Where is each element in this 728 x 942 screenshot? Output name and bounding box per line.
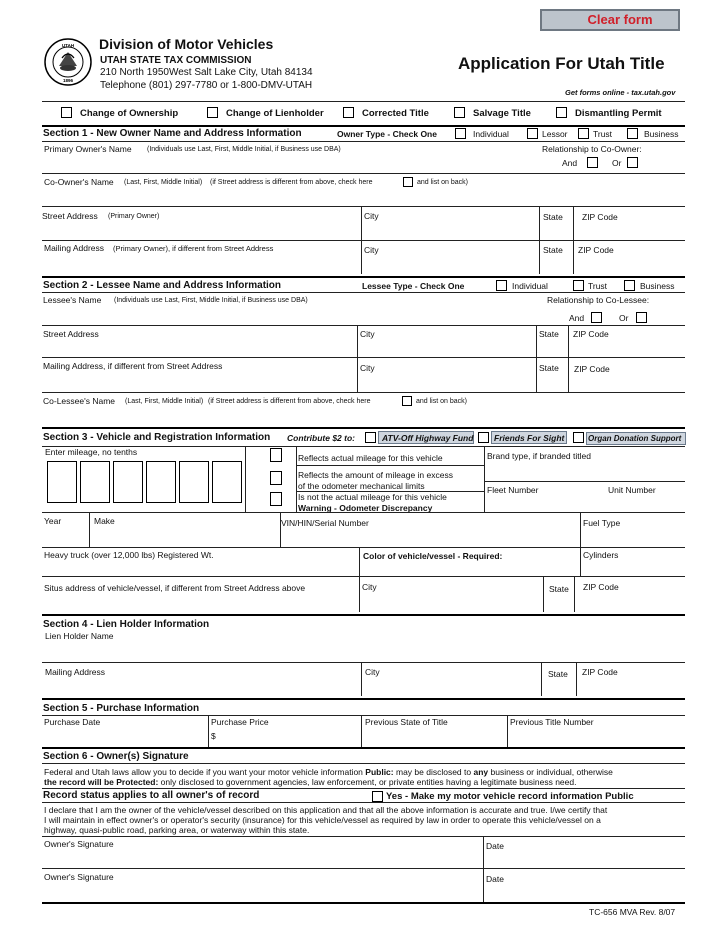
lessee-mailing-state-label: State (539, 363, 559, 373)
disclosure-protected: the record will be Protected: (44, 777, 159, 787)
disclosure-text-c: may be disclosed to (393, 767, 474, 777)
co-owner-name-note: (Last, First, Middle Initial) (124, 179, 203, 186)
lien-holder-name-label: Lien Holder Name (45, 631, 114, 641)
exceeds-limits-line2: of the odometer mechanical limits (298, 481, 425, 491)
owner-individual-label: Individual (473, 129, 509, 139)
salvage-title-checkbox[interactable] (454, 107, 465, 118)
disclosure-any: any (473, 767, 489, 777)
lessee-street-state-label: State (539, 329, 559, 339)
mileage-label: Enter mileage, no tenths (45, 447, 138, 457)
lessee-mailing-label: Mailing Address, if different from Street Address (43, 361, 223, 371)
lessee-street-city-label: City (360, 329, 375, 339)
change-of-lienholder-checkbox[interactable] (207, 107, 218, 118)
situs-zip-label: ZIP Code (583, 582, 619, 592)
dismantling-permit-label: Dismantling Permit (575, 108, 662, 119)
lessee-type-label: Lessee Type - Check One (362, 281, 465, 291)
owner-trust-checkbox[interactable] (578, 128, 589, 139)
organ-donation-checkbox[interactable] (573, 432, 584, 443)
exceeds-limits-checkbox[interactable] (270, 471, 282, 485)
co-owner-or-checkbox[interactable] (627, 157, 638, 168)
lessee-individual-checkbox[interactable] (496, 280, 507, 291)
lessee-street-zip-label: ZIP Code (573, 329, 609, 339)
color-required-label: Color of vehicle/vessel - Required: (363, 551, 503, 561)
year-label: Year (44, 516, 62, 526)
co-lessee-or-checkbox[interactable] (636, 312, 647, 323)
relationship-co-lessee-label: Relationship to Co-Lessee: (547, 295, 650, 305)
declaration-line2: I will maintain in effect owner's or operator's security (insurance) for this vehicle/vessel as required by law in order to operate this vehicle/vessel on a (44, 815, 601, 825)
lessee-name-label: Lessee's Name (43, 295, 102, 305)
section-1-title: Section 1 - New Owner Name and Address Information (43, 128, 302, 139)
previous-state-label: Previous State of Title (365, 717, 448, 727)
owner-signature-1-label: Owner's Signature (44, 839, 114, 849)
change-of-lienholder-label: Change of Lienholder (226, 108, 324, 119)
relationship-co-owner-label: Relationship to Co-Owner: (542, 144, 642, 154)
cylinders-label: Cylinders (583, 550, 619, 560)
co-lessee-and-checkbox[interactable] (591, 312, 602, 323)
street-zip-label: ZIP Code (582, 212, 618, 222)
odometer-warning: Warning - Odometer Discrepancy (298, 503, 433, 513)
co-owner-street-note: (if Street address is different from above, check here (210, 179, 373, 186)
organ-donation-label: Organ Donation Support (588, 434, 682, 443)
section-5-title: Section 5 - Purchase Information (43, 703, 200, 714)
owner-lessor-label: Lessor (542, 129, 568, 139)
street-address-note: (Primary Owner) (108, 213, 160, 220)
contribute-label: Contribute $2 to: (287, 433, 355, 443)
public-record-checkbox[interactable] (372, 791, 383, 802)
signature-2-date-label: Date (486, 874, 504, 884)
co-owner-different-address-checkbox[interactable] (403, 177, 413, 187)
disclosure-text-f: only disclosed to government agencies, law enforcement, or private entities having a legitimate business need. (158, 777, 577, 787)
commission-name: UTAH STATE TAX COMMISSION (100, 55, 252, 66)
co-lessee-list-on-back: and list on back) (416, 398, 467, 405)
friends-for-sight-checkbox[interactable] (478, 432, 489, 443)
co-lessee-street-note: (if Street address is different from above, check here (208, 398, 371, 405)
brand-type-label: Brand type, if branded titled (487, 451, 591, 461)
mailing-zip-label: ZIP Code (578, 245, 614, 255)
lien-mailing-label: Mailing Address (45, 667, 106, 677)
lessee-business-label: Business (640, 281, 675, 291)
situs-city-label: City (362, 582, 377, 592)
odometer-digit-2[interactable] (80, 461, 110, 503)
change-of-ownership-label: Change of Ownership (80, 108, 179, 119)
co-owner-or-label: Or (612, 158, 622, 168)
lessee-mailing-city-label: City (360, 363, 375, 373)
mailing-address-label: Mailing Address (44, 243, 105, 253)
co-lessee-name-label: Co-Lessee's Name (43, 396, 116, 406)
heavy-truck-label: Heavy truck (over 12,000 lbs) Registered Wt. (44, 550, 214, 560)
odometer-digit-4[interactable] (146, 461, 176, 503)
disclosure-text-e: business or individual, otherwise (488, 767, 613, 777)
owner-business-checkbox[interactable] (627, 128, 638, 139)
actual-mileage-checkbox[interactable] (270, 448, 282, 462)
disclosure-paragraph-line2 (44, 778, 576, 787)
section-6-title: Section 6 - Owner(s) Signature (43, 751, 189, 762)
agency-name: Division of Motor Vehicles (99, 36, 274, 52)
vin-label: VIN/HIN/Serial Number (281, 518, 369, 528)
disclosure-public: Public: (365, 767, 394, 777)
unit-number-label: Unit Number (608, 485, 656, 495)
mailing-state-label: State (543, 245, 563, 255)
atv-fund-label: ATV-Off Highway Fund (382, 433, 474, 443)
situs-state-label: State (549, 584, 569, 594)
public-record-label: Yes - Make my motor vehicle record information Public (386, 791, 634, 802)
fleet-number-label: Fleet Number (487, 485, 539, 495)
form-number-footer: TC-656 MVA Rev. 8/07 (589, 907, 676, 917)
lien-city-label: City (365, 667, 380, 677)
svg-text:UTAH: UTAH (61, 43, 75, 48)
change-of-ownership-checkbox[interactable] (61, 107, 72, 118)
form-title: Application For Utah Title (458, 54, 665, 73)
agency-phone: Telephone (801) 297-7780 or 1-800-DMV-UTAH (100, 80, 313, 91)
co-owner-name-label: Co-Owner's Name (44, 177, 114, 187)
co-lessee-different-address-checkbox[interactable] (402, 396, 412, 406)
record-status-label: Record status applies to all owner's of record (43, 790, 260, 801)
signature-1-date-label: Date (486, 841, 504, 851)
section-3-title: Section 3 - Vehicle and Registration Information (43, 432, 271, 443)
purchase-price-label: Purchase Price (211, 717, 269, 727)
co-lessee-name-note: (Last, First, Middle Initial) (125, 398, 204, 405)
make-label: Make (94, 516, 115, 526)
declaration-line1: I declare that I am the owner of the vehicle/vessel described on this application and that all the above information is accurate and true. I/we certify that (44, 805, 608, 815)
primary-owner-name-note: (Individuals use Last, First, Middle Initial, if Business use DBA) (147, 146, 341, 153)
online-forms-note: Get forms online - tax.utah.gov (565, 88, 676, 97)
not-actual-checkbox[interactable] (270, 492, 282, 506)
fuel-type-label: Fuel Type (583, 518, 621, 528)
svg-text:1896: 1896 (62, 78, 74, 83)
clear-form-label: Clear form (587, 12, 653, 27)
odometer-digit-5[interactable] (179, 461, 209, 503)
actual-mileage-label: Reflects actual mileage for this vehicle (298, 453, 443, 463)
lessee-business-checkbox[interactable] (624, 280, 635, 291)
owner-signature-2-label: Owner's Signature (44, 872, 114, 882)
co-lessee-or-label: Or (619, 313, 629, 323)
lessee-trust-checkbox[interactable] (573, 280, 584, 291)
co-lessee-and-label: And (569, 313, 585, 323)
agency-address: 210 North 1950West Salt Lake City, Utah 84134 (100, 67, 313, 78)
street-city-label: City (364, 211, 379, 221)
previous-title-number-label: Previous Title Number (510, 717, 594, 727)
owner-type-label: Owner Type - Check One (337, 129, 437, 139)
lessee-trust-label: Trust (588, 281, 608, 291)
salvage-title-label: Salvage Title (473, 108, 531, 119)
street-state-label: State (543, 212, 563, 222)
lessee-individual-label: Individual (512, 281, 548, 291)
section-4-title: Section 4 - Lien Holder Information (43, 619, 210, 630)
corrected-title-label: Corrected Title (362, 108, 429, 119)
lessee-street-address-label: Street Address (43, 329, 99, 339)
mailing-city-label: City (364, 245, 379, 255)
co-owner-and-checkbox[interactable] (587, 157, 598, 168)
section-2-title: Section 2 - Lessee Name and Address Information (43, 280, 282, 291)
primary-owner-name-label: Primary Owner's Name (44, 144, 132, 154)
lien-zip-label: ZIP Code (582, 667, 618, 677)
odometer-digit-3[interactable] (113, 461, 143, 503)
lien-state-label: State (548, 669, 568, 679)
not-actual-label: Is not the actual mileage for this vehicle (298, 492, 447, 502)
owner-lessor-checkbox[interactable] (527, 128, 538, 139)
owner-business-label: Business (644, 129, 679, 139)
co-owner-list-on-back: and list on back) (417, 179, 468, 186)
exceeds-limits-line1: Reflects the amount of mileage in excess (298, 470, 453, 480)
purchase-price-dollar: $ (211, 731, 216, 741)
mailing-address-note: (Primary Owner), if different from Street Address (113, 244, 274, 253)
corrected-title-checkbox[interactable] (343, 107, 354, 118)
owner-individual-checkbox[interactable] (455, 128, 466, 139)
declaration-line3: highway, quasi-public road, parking area, or waterway within this state. (44, 825, 310, 835)
state-seal-logo (44, 38, 92, 86)
odometer-digit-1[interactable] (47, 461, 77, 503)
odometer-digit-6[interactable] (212, 461, 242, 503)
situs-address-label: Situs address of vehicle/vessel, if different from Street Address above (44, 583, 306, 593)
lessee-name-note: (Individuals use Last, First, Middle Initial, if Business use DBA) (114, 297, 308, 304)
co-owner-and-label: And (562, 158, 578, 168)
purchase-date-label: Purchase Date (44, 717, 101, 727)
lessee-mailing-zip-label: ZIP Code (574, 364, 610, 374)
dismantling-permit-checkbox[interactable] (556, 107, 567, 118)
atv-fund-checkbox[interactable] (365, 432, 376, 443)
disclosure-text-a: Federal and Utah laws allow you to decide if you want your motor vehicle information (44, 767, 366, 777)
owner-trust-label: Trust (593, 129, 613, 139)
disclosure-paragraph-line1 (44, 768, 613, 777)
friends-for-sight-label: Friends For Sight (494, 433, 565, 443)
street-address-label: Street Address (42, 211, 98, 221)
